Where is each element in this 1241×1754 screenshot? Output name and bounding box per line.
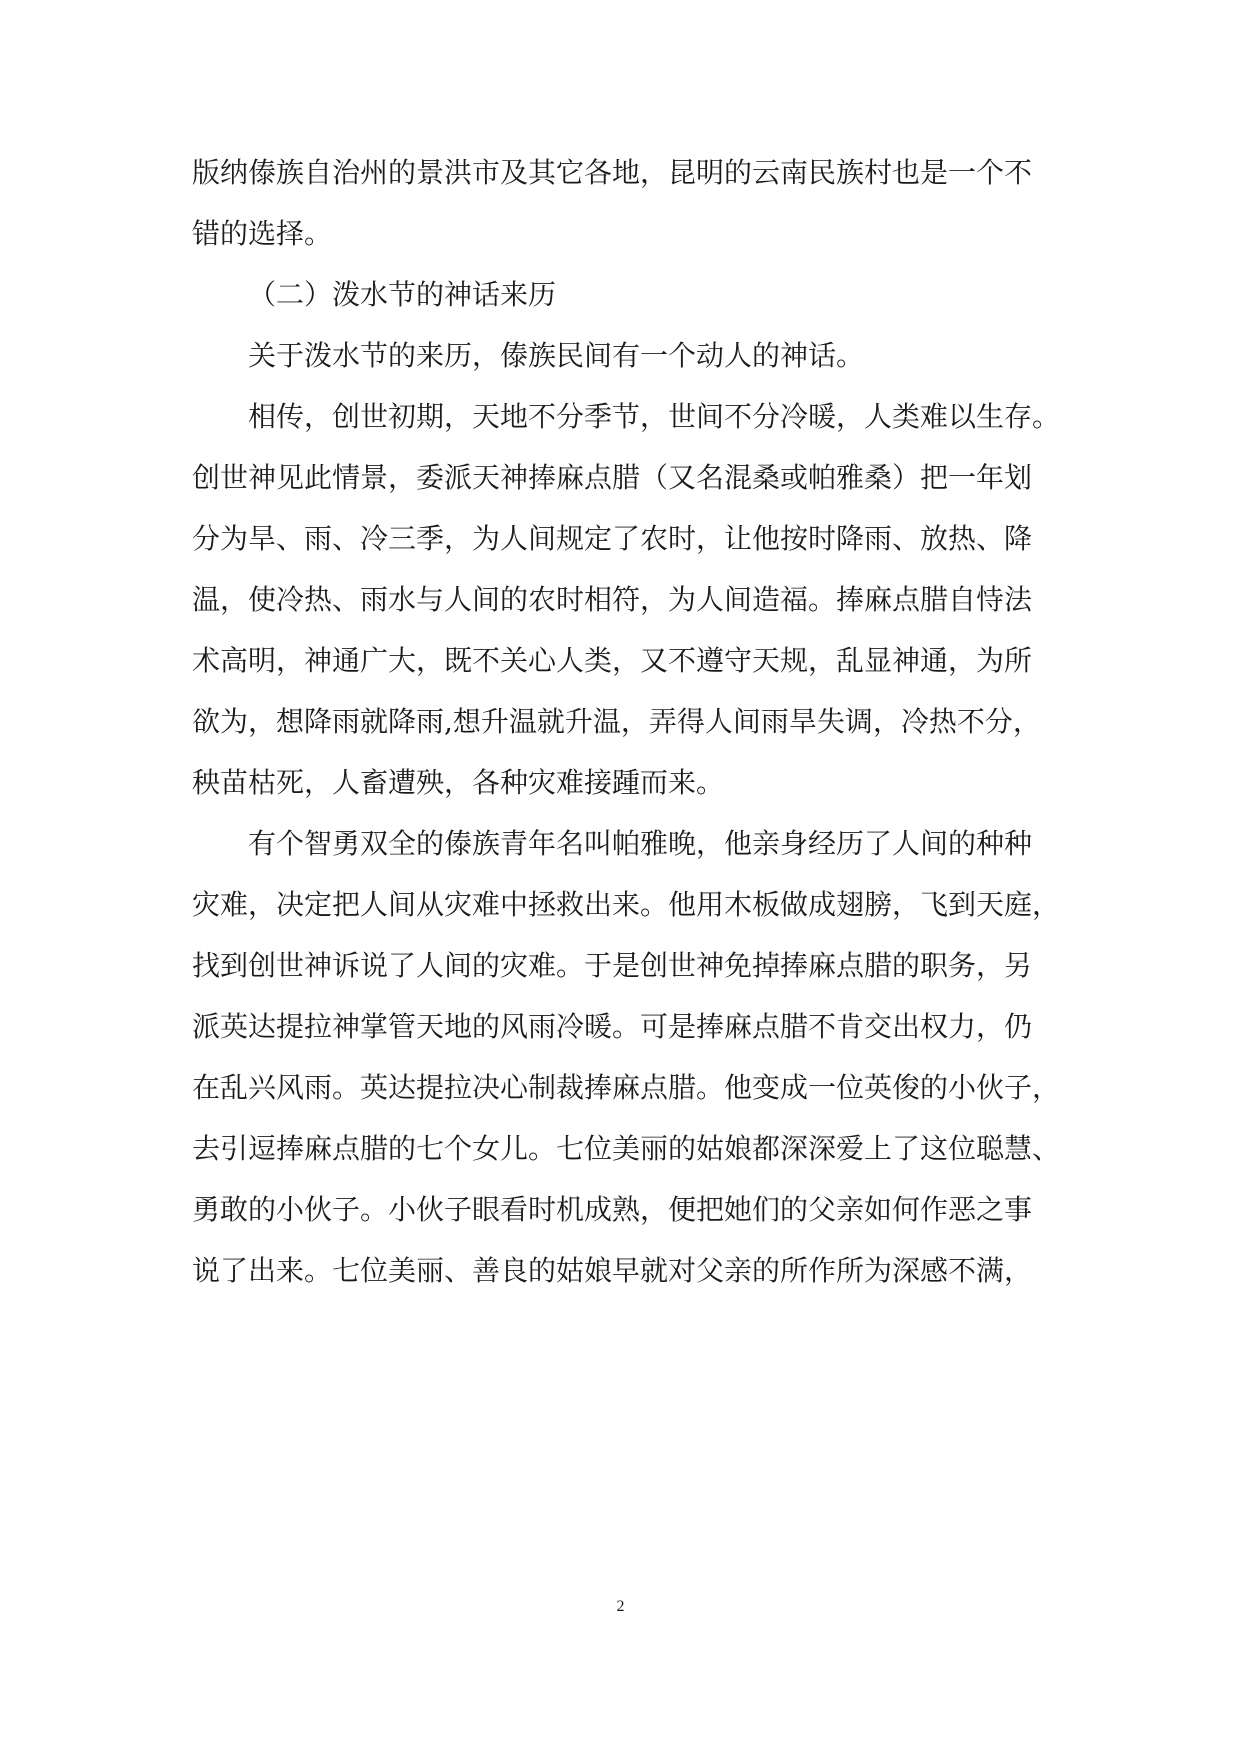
text-line: 创世神见此情景，委派天神捧麻点腊（又名混桑或帕雅桑）把一年划 xyxy=(192,461,1033,494)
text-line: 欲为，想降雨就降雨,想升温就升温，弄得人间雨旱失调，冷热不分， xyxy=(192,705,1041,738)
text-line: 去引逗捧麻点腊的七个女儿。七位美丽的姑娘都深深爱上了这位聪慧、 xyxy=(192,1132,1061,1165)
text-line: 温，使冷热、雨水与人间的农时相符，为人间造福。捧麻点腊自恃法 xyxy=(192,583,1033,616)
text-line: 有个智勇双全的傣族青年名叫帕雅晚，他亲身经历了人间的种种 xyxy=(248,827,1033,860)
text-line: 找到创世神诉说了人间的灾难。于是创世神免掉捧麻点腊的职务，另 xyxy=(192,949,1033,982)
text-line: 派英达提拉神掌管天地的风雨冷暖。可是捧麻点腊不肯交出权力，仍 xyxy=(192,1010,1033,1043)
text-line: 分为旱、雨、冷三季，为人间规定了农时，让他按时降雨、放热、降 xyxy=(192,522,1033,555)
section-heading: （二）泼水节的神话来历 xyxy=(248,278,557,311)
page-number: 2 xyxy=(616,1598,625,1615)
text-line: 版纳傣族自治州的景洪市及其它各地，昆明的云南民族村也是一个不 xyxy=(192,156,1033,189)
text-line: 关于泼水节的来历，傣族民间有一个动人的神话。 xyxy=(248,339,865,372)
text-line: 错的选择。 xyxy=(192,217,333,250)
text-line: 灾难，决定把人间从灾难中拯救出来。他用木板做成翅膀，飞到天庭， xyxy=(192,888,1061,921)
text-line: 秧苗枯死，人畜遭殃，各种灾难接踵而来。 xyxy=(192,766,725,799)
text-line: 在乱兴风雨。英达提拉决心制裁捧麻点腊。他变成一位英俊的小伙子， xyxy=(192,1071,1061,1104)
text-line: 术高明，神通广大，既不关心人类，又不遵守天规，乱显神通，为所 xyxy=(192,644,1033,677)
text-line: 勇敢的小伙子。小伙子眼看时机成熟，便把她们的父亲如何作恶之事 xyxy=(192,1193,1033,1226)
body-text xyxy=(192,142,1061,1301)
text-line: 相传，创世初期，天地不分季节，世间不分冷暖，人类难以生存。 xyxy=(248,400,1061,433)
text-line: 说了出来。七位美丽、善良的姑娘早就对父亲的所作所为深感不满， xyxy=(192,1254,1033,1287)
